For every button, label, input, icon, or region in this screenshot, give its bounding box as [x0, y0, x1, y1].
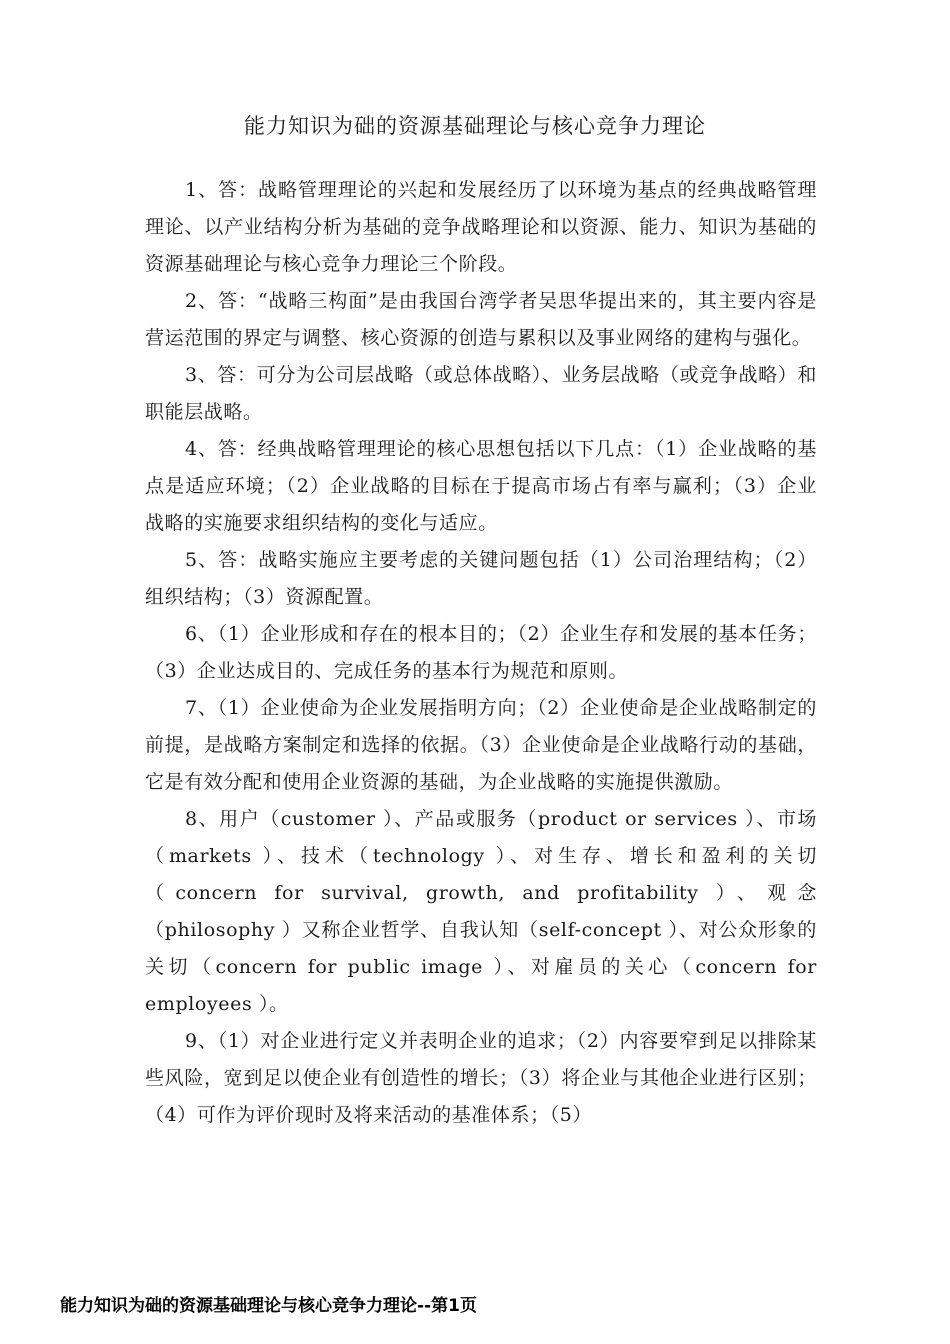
answer-paragraph-4: 4、答：经典战略管理理论的核心思想包括以下几点：（1）企业战略的基点是适应环境；（2）企业战略的目标在于提高市场占有率与赢利；（3）企业战略的实施要求组织结构的变化与适应。 [145, 438, 817, 534]
answer-paragraph-7: 7、（1）企业使命为企业发展指明方向；（2）企业使命是企业战略制定的前提，是战略方案制定和选择的依据。（3）企业使命是企业战略行动的基础，它是有效分配和使用企业资源的基础，为企业战略的实施提供激励。 [145, 697, 817, 793]
answer-paragraph-8: 8、用户（customer ）、产品或服务（product or services ）、市场（markets ）、技术（technology ）、对生存、增长和盈利的关切（concern for survival, growth, and profitability ）、观念（philosophy ）又称企业哲学、自我认知（self-concept ）、对公众形象的关切（concern for public image ）、对雇员的关心（concern for employees ）。 [145, 808, 817, 1015]
page-footer: 能力知识为础的资源基础理论与核心竞争力理论--第1页 [60, 1296, 477, 1316]
answer-paragraph-5: 5、答：战略实施应主要考虑的关键问题包括（1）公司治理结构；（2）组织结构；（3）资源配置。 [145, 549, 817, 608]
document-title: 能力知识为础的资源基础理论与核心竞争力理论 [244, 114, 706, 138]
answer-paragraph-6: 6、（1）企业形成和存在的根本目的；（2）企业生存和发展的基本任务；（3）企业达成目的、完成任务的基本行为规范和原则。 [145, 623, 817, 682]
document-body [145, 172, 817, 1134]
answer-paragraph-9: 9、（1）对企业进行定义并表明企业的追求；（2）内容要窄到足以排除某些风险，宽到足以使企业有创造性的增长；（3）将企业与其他企业进行区别；（4）可作为评价现时及将来活动的基准体系；（5） [145, 1030, 817, 1126]
answer-paragraph-1: 1、答：战略管理理论的兴起和发展经历了以环境为基点的经典战略管理理论、以产业结构分析为基础的竞争战略理论和以资源、能力、知识为基础的资源基础理论与核心竞争力理论三个阶段。 [145, 179, 817, 275]
answer-paragraph-3: 3、答：可分为公司层战略（或总体战略）、业务层战略（或竞争战略）和职能层战略。 [145, 364, 817, 423]
answer-paragraph-2: 2、答：“战略三构面”是由我国台湾学者吴思华提出来的，其主要内容是营运范围的界定与调整、核心资源的创造与累积以及事业网络的建构与强化。 [145, 290, 817, 349]
